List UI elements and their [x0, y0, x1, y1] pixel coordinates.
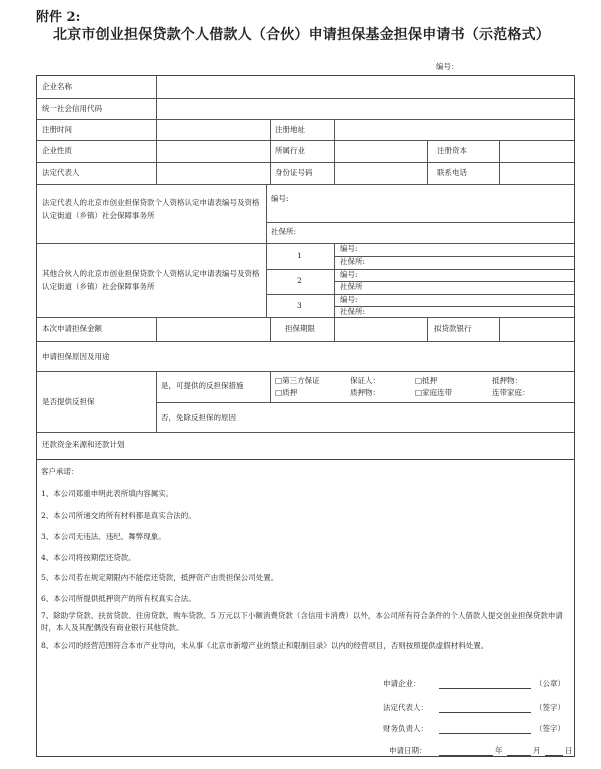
pledge-checkbox[interactable]: □质押 — [275, 388, 298, 397]
legal-rep-label: 法定代表人 — [42, 168, 80, 177]
partners-qualification-label: 其他合伙人的北京市创业担保贷款个人资格认定申请表编号及资格认定街道（乡镇）社会保障事务所 — [42, 269, 260, 291]
legal-rep-number-label: 编号: — [271, 194, 289, 203]
mortgage-item-label: 抵押物： — [492, 376, 522, 385]
id-number-label: 身份证号码 — [275, 168, 313, 177]
commitment-item-8: 8、本公司的经营范围符合本市产业导向，未从事《北京市新增产业的禁止和限制目录》以内的经营项目，否则按照提供虚假材料处置。 — [41, 641, 489, 650]
applicant-company-label: 申请企业： — [383, 679, 421, 688]
month-label: 月 — [533, 746, 541, 755]
year-label: 年 — [495, 746, 503, 755]
partner-1-number-label: 编号: — [340, 244, 358, 253]
partner-2-index: 2 — [297, 276, 302, 285]
phone-label: 联系电话 — [437, 168, 467, 177]
industry-label: 所属行业 — [275, 146, 305, 155]
legal-rep-sign-hint: （签字） — [535, 703, 565, 712]
company-name-label: 企业名称 — [42, 82, 72, 91]
application-date-label: 申请日期： — [389, 746, 427, 755]
partner-2-office-label: 社保所 — [340, 282, 363, 291]
commitment-item-1: 1、本公司郑重申明此表所填内容属实。 — [41, 489, 174, 498]
application-table — [36, 75, 575, 460]
guarantor-label: 保证人： — [350, 376, 380, 385]
attachment-label: 附件 2: — [36, 10, 81, 25]
partner-3-index: 3 — [297, 301, 302, 310]
partner-3-number-label: 编号: — [340, 295, 358, 304]
legal-rep-social-office-label: 社保所: — [271, 227, 297, 236]
reason-use-label: 申请担保原因及用途 — [42, 352, 110, 361]
yes-measures-label: 是，可提供的反担保措施 — [161, 381, 244, 390]
commitment-item-4: 4、本公司将按期偿还贷款。 — [41, 553, 136, 562]
third-party-checkbox[interactable]: □第三方保证 — [275, 376, 320, 385]
partner-1-office-label: 社保所: — [340, 257, 366, 266]
commitment-section — [36, 460, 575, 757]
legal-rep-qualification-label: 法定代表人的北京市创业担保贷款个人资格认定申请表编号及资格认定街道（乡镇）社会保障事务所 — [42, 198, 260, 220]
guarantee-period-label: 担保期限 — [285, 324, 315, 333]
legal-rep-sign-label: 法定代表人： — [383, 703, 428, 712]
reg-capital-label: 注册资本 — [437, 146, 467, 155]
partner-2-number-label: 编号: — [340, 270, 358, 279]
partner-1-index: 1 — [297, 251, 302, 260]
form-title: 北京市创业担保贷款个人借款人（合伙）申请担保基金担保申请书（示范格式） — [53, 27, 550, 43]
company-nature-label: 企业性质 — [42, 146, 72, 155]
reg-address-label: 注册地址 — [275, 125, 305, 134]
commitment-item-3: 3、本公司无违法、违纪、舞弊现象。 — [41, 532, 166, 541]
loan-amount-label: 本次申请担保金额 — [42, 324, 102, 333]
commitment-item-7: 7、除助学贷款、扶贫贷款、住房贷款、购车贷款、5 万元以下小额消费贷款（含信用卡消费）以外，本公司所有符合条件的个人借款人提交创业担保贷款申请时，本人及其配偶没有商业银行其他贷款。 — [41, 611, 563, 632]
counter-guarantee-label: 是否提供反担保 — [42, 397, 95, 406]
commitment-item-5: 5、本公司若在规定期限内不能偿还贷款，抵押资产由贵担保公司处置。 — [41, 573, 279, 582]
commitment-heading: 客户承诺： — [41, 467, 79, 476]
no-reason-label: 否，免除反担保的原因 — [161, 413, 236, 422]
credit-code-label: 统一社会信用代码 — [42, 104, 102, 113]
commitment-item-6: 6、本公司所提供抵押资产的所有权真实合法。 — [41, 594, 196, 603]
lending-bank-label: 拟贷款银行 — [434, 324, 472, 333]
finance-sign-hint: （签字） — [535, 724, 565, 733]
joint-family-label: 连带家庭： — [492, 388, 530, 397]
mortgage-checkbox[interactable]: □抵押 — [415, 376, 438, 385]
partner-3-office-label: 社保所: — [340, 307, 366, 316]
serial-number-label: 编号： — [436, 62, 459, 71]
finance-manager-label: 财务负责人： — [383, 724, 428, 733]
pledge-item-label: 质押物： — [350, 388, 380, 397]
repayment-label: 还款资金来源和还款计划 — [42, 440, 125, 449]
company-seal-label: （公章） — [535, 679, 565, 688]
day-label: 日 — [565, 746, 573, 755]
family-joint-checkbox[interactable]: □家庭连带 — [415, 388, 453, 397]
reg-time-label: 注册时间 — [42, 125, 72, 134]
commitment-item-2: 2、本公司所递交的所有材料都是真实合法的。 — [41, 511, 196, 520]
